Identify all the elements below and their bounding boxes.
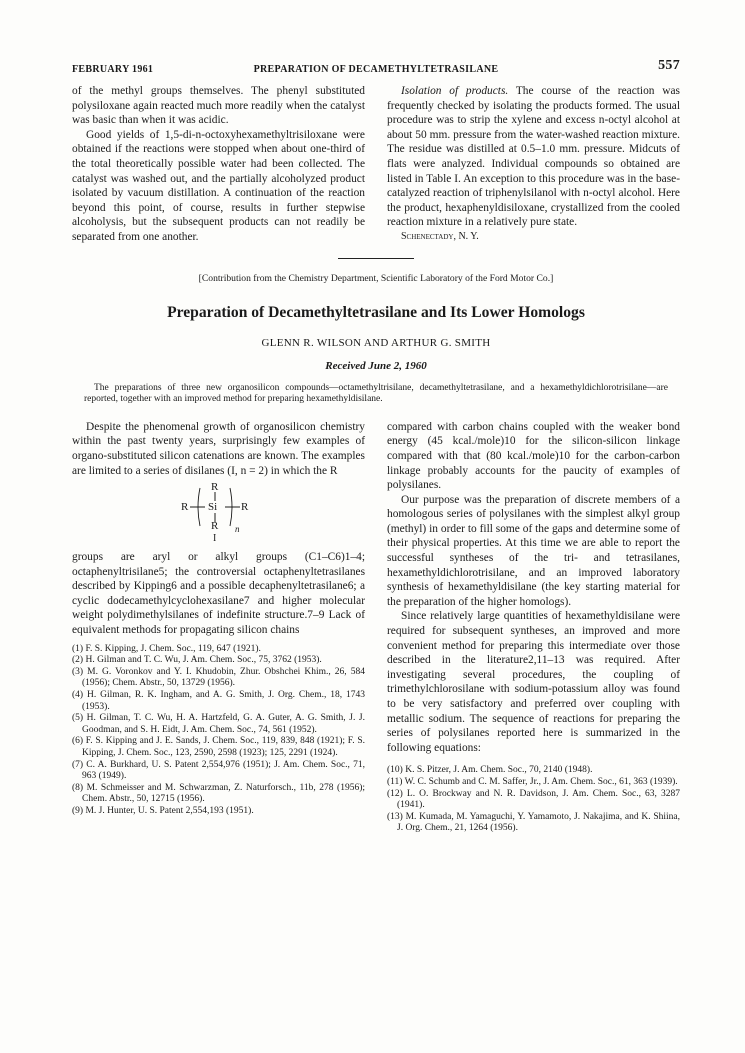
r-group-bottom: R [211, 520, 219, 533]
structure-formula-I [72, 480, 365, 545]
footnotes-left [72, 644, 365, 818]
footnotes-right [387, 765, 680, 835]
footnote: (8) M. Schmeisser and M. Schwarzman, Z. Naturforsch., 11b, 278 (1956); Chem. Abstr., 50, 12715 (1956). [72, 782, 365, 805]
abstract: The preparations of three new organosilicon compounds—octamethyltrisilane, decamethyltetrasilane, and a hexamethyldichlorotrisilane—are reported, together with an improved method for preparing hexamethyldisilane. [84, 382, 668, 405]
paragraph: Our purpose was the preparation of discrete members of a homologous series of polysilanes with the simplest alkyl group (methyl) in order to fill some of the gaps and determine some of their physical properties. At this time we are able to report the successful syntheses of the tri- and tetrasilanes, hexamethyldichlorotrisilane, and an improved laboratory synthesis of hexamethyldisilane (the key starting material for the preparation of the higher homologs). [387, 493, 680, 608]
authors: GLENN R. WILSON AND ARTHUR G. SMITH [261, 336, 491, 349]
r-group-top: R [211, 481, 219, 494]
article-body [72, 420, 680, 835]
footnote: (6) F. S. Kipping and J. E. Sands, J. Chem. Soc., 119, 839, 848 (1921); F. S. Kipping, J. Chem. Soc., 123, 2590, 2598 (1923); 125, 2291 (1924). [72, 736, 365, 758]
footnote: (13) M. Kumada, M. Yamaguchi, Y. Yamamoto, J. Nakajima, and K. Shiina, J. Org. Chem., 21, 1264 (1956). [387, 811, 680, 834]
footnote: (7) C. A. Burkhard, U. S. Patent 2,554,976 (1951); J. Am. Chem. Soc., 71, 963 (1949). [72, 759, 365, 782]
paragraph: The course of the reaction was frequently checked by isolating the products formed. The usual procedure was to strip the xylene and excess n-octyl alcohol at about 50 mm. pressure from the water-washed reaction mixture. The residue was distilled at 0.5–1.0 mm. pressure. Midcuts of flats were analyzed. Individual compounds so obtained are listed in Table I. An exception to this procedure was in the base-catalyzed reaction of triphenylsilanol with n-octyl alcohol. Here the product, hexaphenyldisiloxane, crystallized from the cooled reaction mixture in a relatively pure state. [387, 85, 680, 229]
journal-page [72, 58, 680, 835]
header-date: FEBRUARY 1961 [72, 64, 154, 75]
footnote: (2) H. Gilman and T. C. Wu, J. Am. Chem. Soc., 75, 3762 (1953). [72, 655, 322, 666]
footnote: (12) L. O. Brockway and N. R. Davidson, J. Am. Chem. Soc., 63, 3287 (1941). [387, 788, 680, 811]
footnote: (10) K. S. Pitzer, J. Am. Chem. Soc., 70, 2140 (1948). [387, 765, 593, 776]
structure-bonds [72, 480, 365, 542]
paragraph: of the methyl groups themselves. The phenyl substituted polysiloxane again reacted much more readily when the catalyst was basic than when it was acidic. [72, 85, 365, 127]
paragraph: groups are aryl or alkyl groups (C1–C6)1–4; octaphenyltrisilane5; the controversial octaphenyltetrasilanes described by Kipping6 and a possible decaphenyltetrasilane6; a cyclic dodecamethylcyclohexasilane7 and higher molecular weight polydimethylsilanes of indefinite structure.7–9 Lack of equivalent methods for propagating silicon chains [72, 551, 365, 637]
received-date: Received June 2, 1960 [325, 359, 427, 372]
article-title: Preparation of Decamethyltetrasilane and Its Lower Homologs [167, 303, 585, 321]
place-affiliation: Schenectady, N. Y. [401, 230, 479, 242]
footnote: (5) H. Gilman, T. C. Wu, H. A. Hartzfeld, G. A. Guter, A. G. Smith, J. J. Goodman, and S. H. Eidt, J. Am. Chem. Soc., 74, 561 (1952). [72, 713, 365, 735]
section-heading: Isolation of products. [401, 85, 509, 97]
footnote: (4) H. Gilman, R. K. Ingham, and A. G. Smith, J. Org. Chem., 18, 1743 (1953). [72, 690, 365, 712]
paragraph: Despite the phenomenal growth of organosilicon chemistry within the past twenty years, surprisingly few examples of organo-substituted silicon catenations are known. The examples are limited to a series of disilanes (I, n = 2) in which the R [72, 420, 365, 477]
structure-label: I [213, 533, 217, 545]
contribution-line: [Contribution from the Chemistry Department, Scientific Laboratory of the Ford Motor Co.] [198, 272, 554, 284]
separator-rule [338, 258, 414, 259]
paragraph: Since relatively large quantities of hexamethyldisilane were required for subsequent syntheses, an improved and more convenient method for preparing this intermediate over those described in the literature2,11–13 was required. After investigating several procedures, the coupling of trimethylchlorosilane with sodium-potassium alloy was found to be very satisfactory and preferred over coupling with metallic sodium. The sequence of reactions for preparing the series of polysilanes reported here is summarized in the following equations: [387, 610, 680, 754]
r-group-right: R [241, 501, 249, 514]
running-header [72, 58, 680, 80]
silicon-atom: Si [208, 501, 218, 514]
previous-article-end [72, 84, 680, 245]
subscript-n: n [235, 524, 240, 535]
paragraph: compared with carbon chains coupled with the weaker bond energy (45 kcal./mole)10 for the silicon-silicon linkage compared with that (80 kcal./mole)10 for the carbon-carbon linkage probably accounts for the paucity of examples of polysilanes. [387, 420, 680, 492]
paragraph: Good yields of 1,5-di-n-octoxyhexamethyltrisiloxane were obtained if the reactions were stopped when about one-third of the total theoretically possible water had been collected. The catalyst was washed out, and the partially alcoholyzed product isolated by vacuum distillation. A continuation of the reaction beyond this point, of course, results in further stepwise alcoholysis, but the subsequent products can not readily be separated from one another. [72, 128, 365, 243]
page-number: 557 [658, 58, 680, 73]
footnote: (3) M. G. Voronkov and Y. I. Khudobin, Zhur. Obshchei Khim., 26, 584 (1956); Chem. Abstr., 50, 13729 (1956). [72, 666, 365, 689]
r-group-left: R [181, 501, 189, 514]
footnote: (1) F. S. Kipping, J. Chem. Soc., 119, 647 (1921). [72, 643, 261, 654]
header-title: PREPARATION OF DECAMETHYLTETRASILANE [253, 64, 499, 75]
footnote: (9) M. J. Hunter, U. S. Patent 2,554,193 (1951). [72, 805, 254, 816]
footnote: (11) W. C. Schumb and C. M. Saffer, Jr., J. Am. Chem. Soc., 61, 363 (1939). [387, 776, 678, 787]
